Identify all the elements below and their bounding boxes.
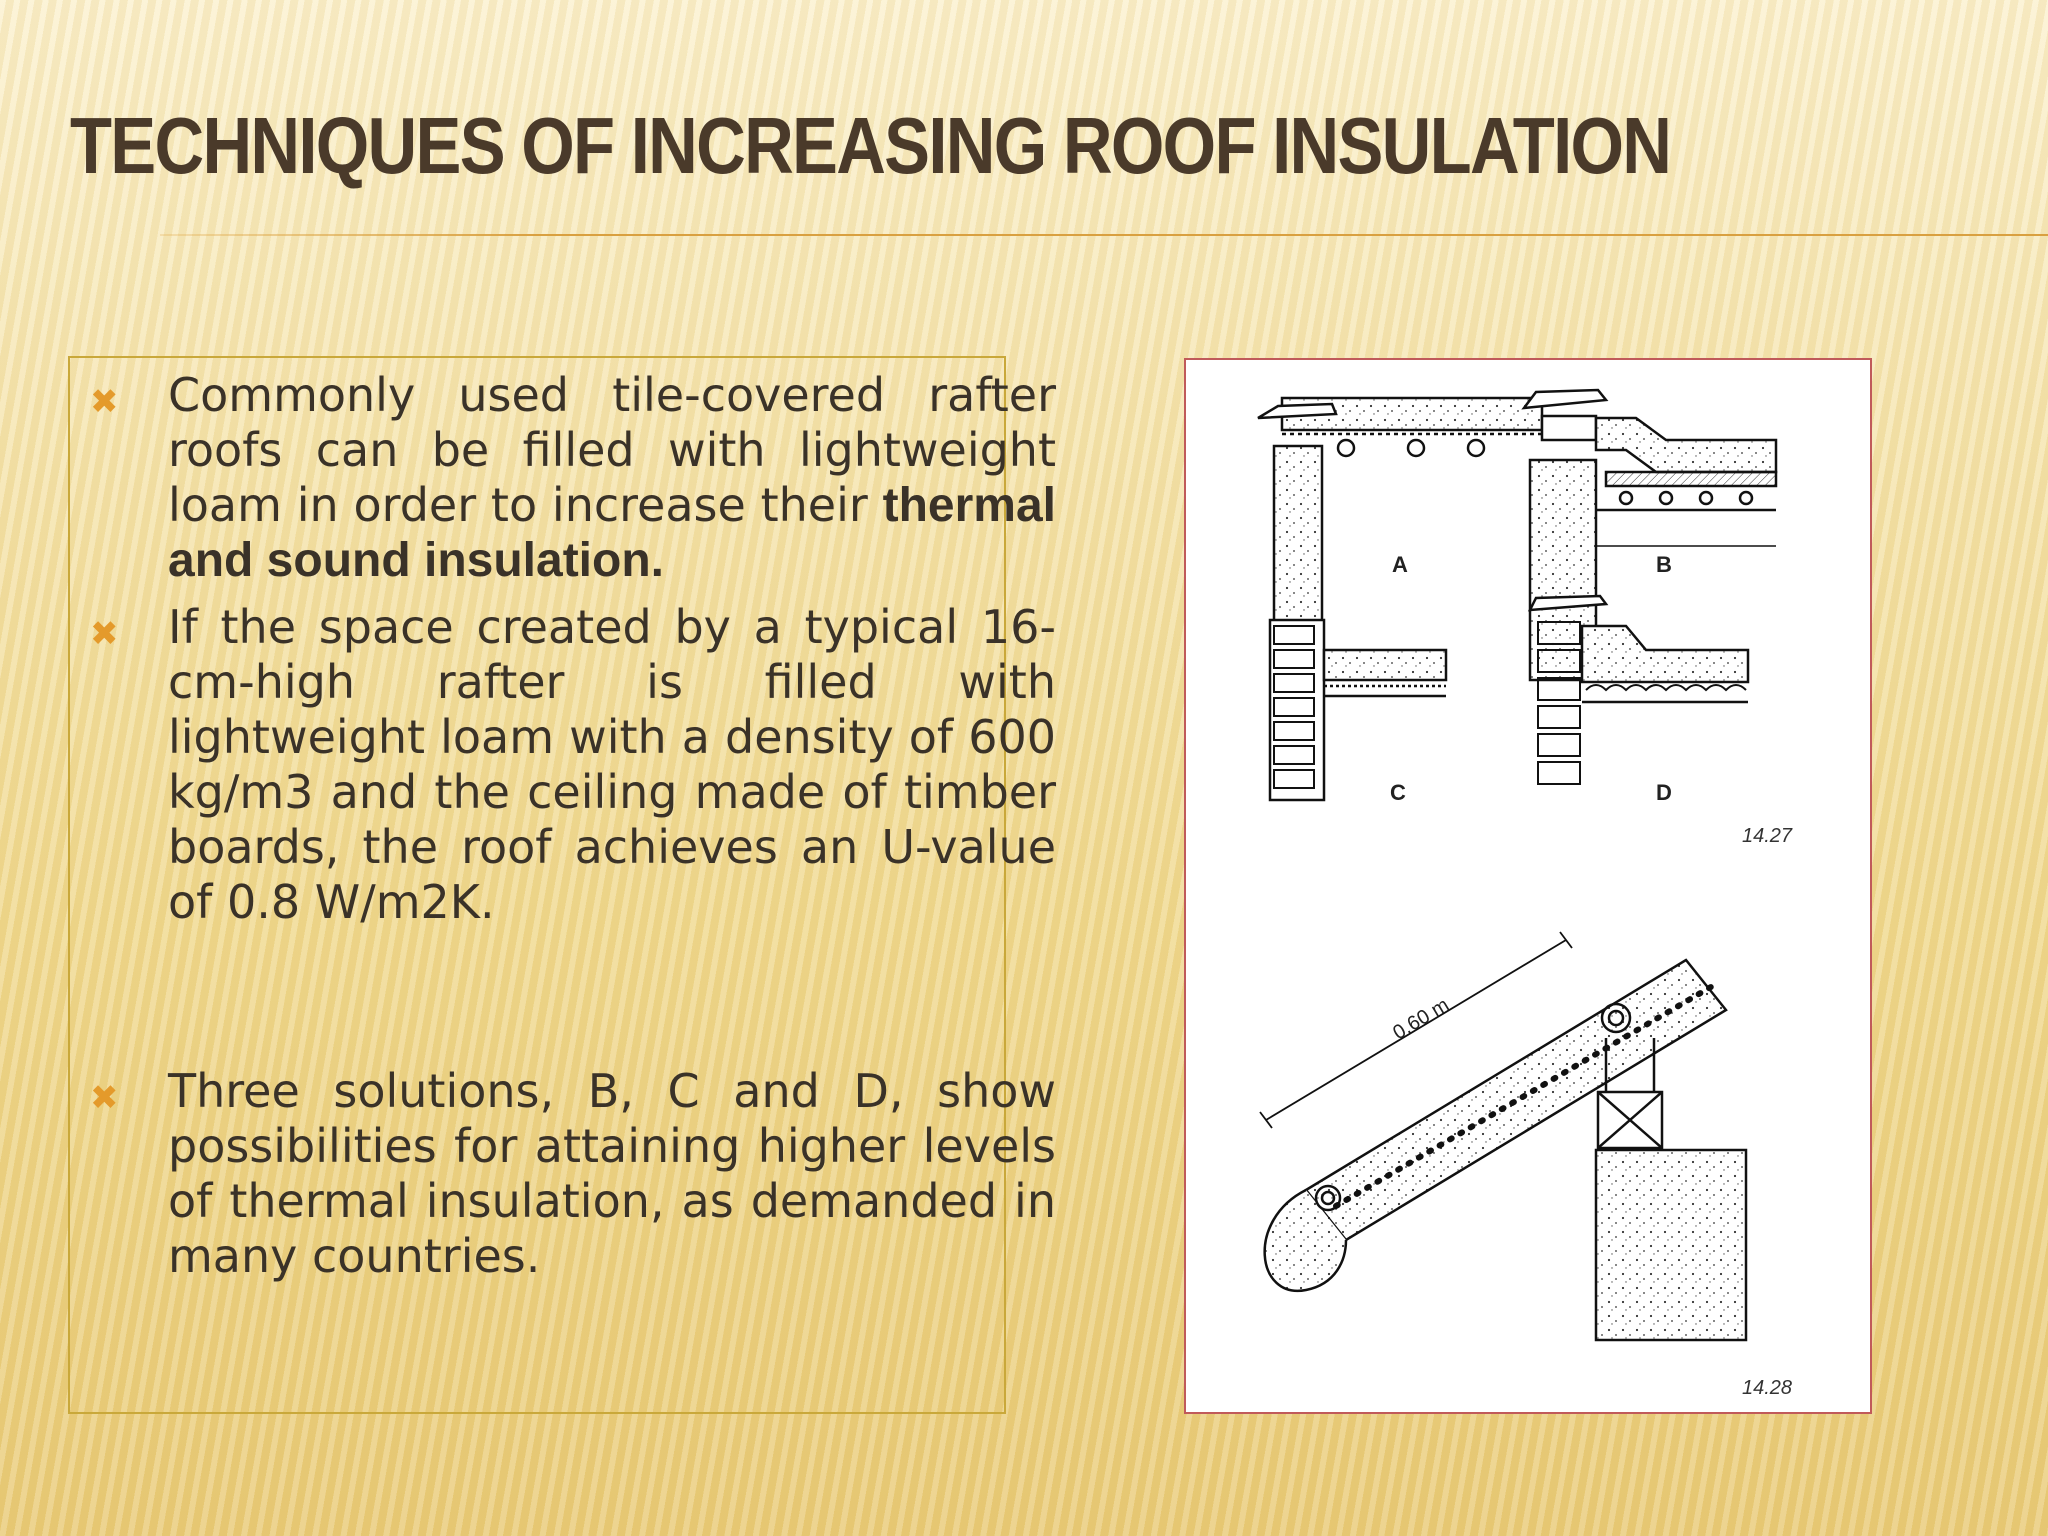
eave-detail [1260,932,1746,1340]
label-d: D [1656,780,1672,805]
title-divider [160,234,2048,236]
cross-bullet-icon: ✖ [90,614,119,654]
label-a: A [1392,552,1408,577]
dimension-label: 0.60 m [1389,993,1453,1045]
bullet-text: Three solutions, B, C and D, show possibilities for attaining higher levels of thermal insulation, as demanded in many countries. [168,1064,1056,1283]
cross-bullet-icon: ✖ [90,1078,119,1118]
roof-detail-drawing [1186,360,1870,1412]
bullet-text-bold: thermal and sound insulation. [168,479,1056,587]
figure-number-top: 14.27 [1742,825,1793,847]
bullet-text: If the space created by a typical 16-cm-high rafter is filled with lightweight loam with a density of 600 kg/m3 and the ceiling made of timber boards, the roof achieves an U-value of 0.8 W/m2K. [168,600,1056,929]
label-c: C [1390,780,1406,805]
detail-b [1524,390,1776,680]
bullet-text [168,368,1056,588]
slide-title: TECHNIQUES OF INCREASING ROOF INSULATION [70,101,1671,190]
detail-c [1270,620,1446,800]
cross-bullet-icon: ✖ [90,382,119,422]
roof-detail-figure [1184,358,1872,1414]
text-box [68,356,1056,1414]
detail-a [1258,398,1542,646]
figure-number-bottom: 14.28 [1742,1377,1793,1399]
label-b: B [1656,552,1672,577]
bullet-text-regular: Commonly used tile-covered rafter roofs can be filled with lightweight loam in order to increase their [168,368,1056,532]
